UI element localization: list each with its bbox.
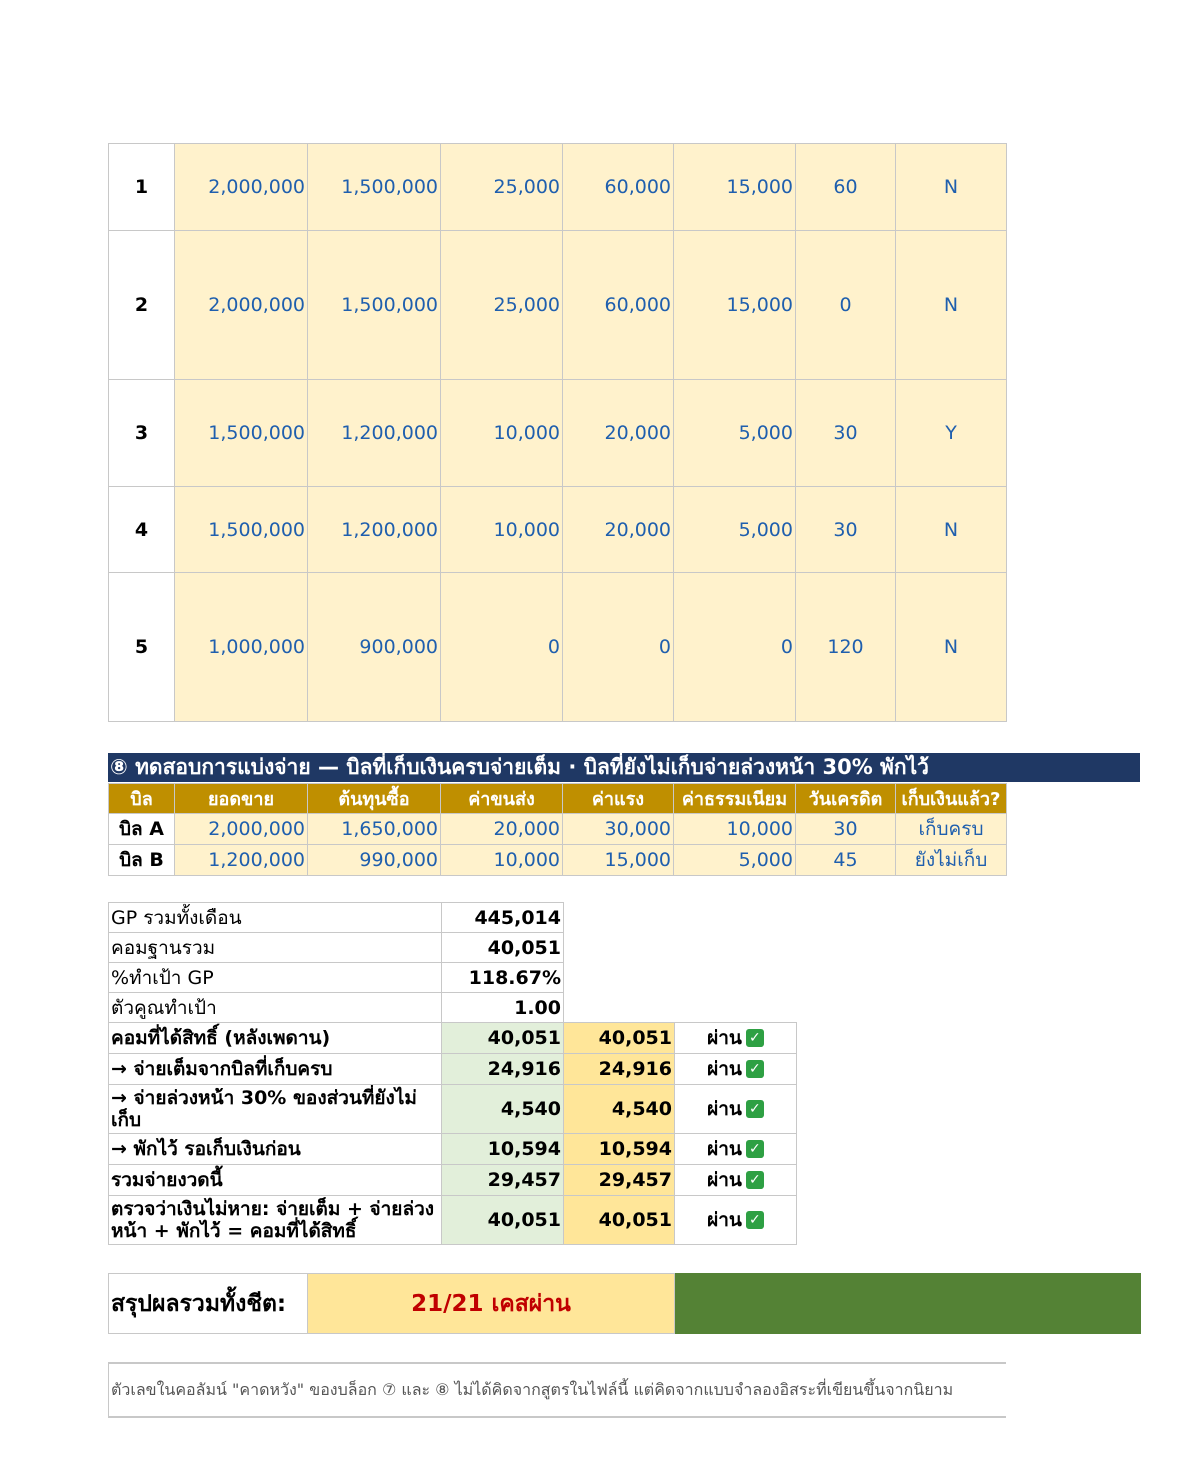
expected-value: 40,051 xyxy=(564,1196,675,1245)
case-shipping-cell[interactable]: 0 xyxy=(441,573,563,722)
summary-label: GP รวมทั้งเดือน xyxy=(109,903,442,933)
case-cost-cell[interactable]: 1,500,000 xyxy=(308,144,441,231)
check-label: คอมที่ได้สิทธิ์ (หลังเพดาน) xyxy=(109,1023,442,1054)
bill-row xyxy=(109,845,1007,876)
summary-row xyxy=(109,903,797,933)
summary-label: คอมฐานรวม xyxy=(109,933,442,963)
case-credit-days-cell[interactable]: 60 xyxy=(796,144,896,231)
check-row xyxy=(109,1054,797,1085)
summary-row xyxy=(109,933,797,963)
bill-labor-cell[interactable]: 30,000 xyxy=(563,814,674,845)
case-row xyxy=(109,144,1007,231)
bill-shipping-cell[interactable]: 20,000 xyxy=(441,814,563,845)
case-labor-cell[interactable]: 20,000 xyxy=(563,380,674,487)
bill-name: บิล B xyxy=(109,845,175,876)
case-credit-days-cell[interactable]: 30 xyxy=(796,487,896,573)
case-shipping-cell[interactable]: 25,000 xyxy=(441,144,563,231)
bill-collected-cell[interactable]: เก็บครบ xyxy=(896,814,1007,845)
bill-credit-days-cell[interactable]: 30 xyxy=(796,814,896,845)
header-credit-days: วันเครดิต xyxy=(796,784,896,814)
summary-row xyxy=(109,993,797,1023)
bill-credit-days-cell[interactable]: 45 xyxy=(796,845,896,876)
case-row xyxy=(109,380,1007,487)
case-collected-cell[interactable]: N xyxy=(896,573,1007,722)
expected-value: 40,051 xyxy=(564,1023,675,1054)
footnote: ตัวเลขในคอลัมน์ "คาดหวัง" ของบล็อก ⑦ และ ⑧ ไม่ได้คิดจากสูตรในไฟล์นี้ แต่คิดจากแบบจำลองอิสระที่เขียนขึ้นจากนิยาม xyxy=(108,1362,1006,1418)
header-bill: บิล xyxy=(109,784,175,814)
empty-cell xyxy=(675,903,797,933)
header-collected: เก็บเงินแล้ว? xyxy=(896,784,1007,814)
check-icon: ✓ xyxy=(746,1140,764,1158)
check-row xyxy=(109,1196,797,1245)
check-icon: ✓ xyxy=(746,1100,764,1118)
status-text: ผ่าน xyxy=(707,1098,742,1120)
actual-value: 29,457 xyxy=(442,1165,564,1196)
case-shipping-cell[interactable]: 10,000 xyxy=(441,487,563,573)
summary-value: 40,051 xyxy=(442,933,564,963)
status-text: ผ่าน xyxy=(707,1058,742,1080)
check-icon: ✓ xyxy=(746,1211,764,1229)
case-fee-cell[interactable]: 5,000 xyxy=(674,380,796,487)
summary-label: %ทำเป้า GP xyxy=(109,963,442,993)
bill-sales-cell[interactable]: 2,000,000 xyxy=(175,814,308,845)
check-row xyxy=(109,1085,797,1134)
section-8-title: ⑧ ทดสอบการแบ่งจ่าย — บิลที่เก็บเงินครบจ่ายเต็ม · บิลที่ยังไม่เก็บจ่ายล่วงหน้า 30% พักไว้ xyxy=(108,753,1140,782)
case-collected-cell[interactable]: N xyxy=(896,144,1007,231)
case-fee-cell[interactable]: 15,000 xyxy=(674,231,796,380)
status-cell xyxy=(675,1196,797,1245)
status-text: ผ่าน xyxy=(707,1027,742,1049)
case-number: 1 xyxy=(109,144,175,231)
actual-value: 40,051 xyxy=(442,1196,564,1245)
case-fee-cell[interactable]: 5,000 xyxy=(674,487,796,573)
summary-table xyxy=(108,902,797,1245)
case-sales-cell[interactable]: 1,000,000 xyxy=(175,573,308,722)
bill-cost-cell[interactable]: 990,000 xyxy=(308,845,441,876)
empty-cell xyxy=(564,933,675,963)
overall-row xyxy=(109,1274,1141,1334)
case-fee-cell[interactable]: 0 xyxy=(674,573,796,722)
case-sales-cell[interactable]: 2,000,000 xyxy=(175,144,308,231)
overall-summary xyxy=(108,1273,1141,1334)
check-icon: ✓ xyxy=(746,1029,764,1047)
case-cost-cell[interactable]: 1,500,000 xyxy=(308,231,441,380)
header-fee: ค่าธรรมเนียม xyxy=(674,784,796,814)
case-collected-cell[interactable]: N xyxy=(896,231,1007,380)
status-cell xyxy=(675,1134,797,1165)
header-shipping: ค่าขนส่ง xyxy=(441,784,563,814)
case-credit-days-cell[interactable]: 0 xyxy=(796,231,896,380)
header-cost: ต้นทุนซื้อ xyxy=(308,784,441,814)
empty-cell xyxy=(564,963,675,993)
case-number: 3 xyxy=(109,380,175,487)
status-cell xyxy=(675,1054,797,1085)
expected-value: 4,540 xyxy=(564,1085,675,1134)
actual-value: 10,594 xyxy=(442,1134,564,1165)
expected-value: 24,916 xyxy=(564,1054,675,1085)
check-label: ตรวจว่าเงินไม่หาย: จ่ายเต็ม + จ่ายล่วงหน้า + พักไว้ = คอมที่ได้สิทธิ์ xyxy=(109,1196,442,1245)
case-number: 5 xyxy=(109,573,175,722)
case-row xyxy=(109,573,1007,722)
status-cell xyxy=(675,1023,797,1054)
case-cost-cell[interactable]: 1,200,000 xyxy=(308,487,441,573)
check-row xyxy=(109,1134,797,1165)
case-labor-cell[interactable]: 60,000 xyxy=(563,231,674,380)
empty-cell xyxy=(675,993,797,1023)
pass-status-bar xyxy=(675,1274,1141,1334)
case-sales-cell[interactable]: 2,000,000 xyxy=(175,231,308,380)
check-label: → พักไว้ รอเก็บเงินก่อน xyxy=(109,1134,442,1165)
case-sales-cell[interactable]: 1,500,000 xyxy=(175,487,308,573)
case-sales-cell[interactable]: 1,500,000 xyxy=(175,380,308,487)
bill-shipping-cell[interactable]: 10,000 xyxy=(441,845,563,876)
status-cell xyxy=(675,1085,797,1134)
check-icon: ✓ xyxy=(746,1171,764,1189)
overall-label: สรุปผลรวมทั้งชีต: xyxy=(109,1274,308,1334)
status-text: ผ่าน xyxy=(707,1169,742,1191)
summary-value: 1.00 xyxy=(442,993,564,1023)
actual-value: 40,051 xyxy=(442,1023,564,1054)
case-row xyxy=(109,487,1007,573)
case-collected-cell[interactable]: N xyxy=(896,487,1007,573)
case-fee-cell[interactable]: 15,000 xyxy=(674,144,796,231)
check-row xyxy=(109,1165,797,1196)
bill-collected-cell[interactable]: ยังไม่เก็บ xyxy=(896,845,1007,876)
case-cost-cell[interactable]: 900,000 xyxy=(308,573,441,722)
expected-value: 10,594 xyxy=(564,1134,675,1165)
case-labor-cell[interactable]: 60,000 xyxy=(563,144,674,231)
bill-name: บิล A xyxy=(109,814,175,845)
empty-cell xyxy=(675,963,797,993)
check-label: → จ่ายเต็มจากบิลที่เก็บครบ xyxy=(109,1054,442,1085)
case-number: 4 xyxy=(109,487,175,573)
case-row xyxy=(109,231,1007,380)
case-number: 2 xyxy=(109,231,175,380)
status-text: ผ่าน xyxy=(707,1209,742,1231)
bill-header-row xyxy=(109,784,1007,814)
bill-row xyxy=(109,814,1007,845)
header-sales: ยอดขาย xyxy=(175,784,308,814)
bill-cost-cell[interactable]: 1,650,000 xyxy=(308,814,441,845)
case-collected-cell[interactable]: Y xyxy=(896,380,1007,487)
test-case-table xyxy=(108,143,1007,722)
case-shipping-cell[interactable]: 10,000 xyxy=(441,380,563,487)
status-text: ผ่าน xyxy=(707,1138,742,1160)
case-credit-days-cell[interactable]: 30 xyxy=(796,380,896,487)
actual-value: 4,540 xyxy=(442,1085,564,1134)
summary-value: 118.67% xyxy=(442,963,564,993)
bill-fee-cell[interactable]: 5,000 xyxy=(674,845,796,876)
case-labor-cell[interactable]: 0 xyxy=(563,573,674,722)
empty-cell xyxy=(564,903,675,933)
bill-split-table xyxy=(108,783,1007,876)
empty-cell xyxy=(564,993,675,1023)
bill-labor-cell[interactable]: 15,000 xyxy=(563,845,674,876)
check-row xyxy=(109,1023,797,1054)
empty-cell xyxy=(675,933,797,963)
case-shipping-cell[interactable]: 25,000 xyxy=(441,231,563,380)
status-cell xyxy=(675,1165,797,1196)
case-cost-cell[interactable]: 1,200,000 xyxy=(308,380,441,487)
summary-row xyxy=(109,963,797,993)
summary-value: 445,014 xyxy=(442,903,564,933)
expected-value: 29,457 xyxy=(564,1165,675,1196)
check-label: → จ่ายล่วงหน้า 30% ของส่วนที่ยังไม่เก็บ xyxy=(109,1085,442,1134)
bill-fee-cell[interactable]: 10,000 xyxy=(674,814,796,845)
check-label: รวมจ่ายงวดนี้ xyxy=(109,1165,442,1196)
header-labor: ค่าแรง xyxy=(563,784,674,814)
case-labor-cell[interactable]: 20,000 xyxy=(563,487,674,573)
bill-sales-cell[interactable]: 1,200,000 xyxy=(175,845,308,876)
actual-value: 24,916 xyxy=(442,1054,564,1085)
summary-label: ตัวคูณทำเป้า xyxy=(109,993,442,1023)
overall-result: 21/21 เคสผ่าน xyxy=(308,1274,675,1334)
case-credit-days-cell[interactable]: 120 xyxy=(796,573,896,722)
check-icon: ✓ xyxy=(746,1060,764,1078)
